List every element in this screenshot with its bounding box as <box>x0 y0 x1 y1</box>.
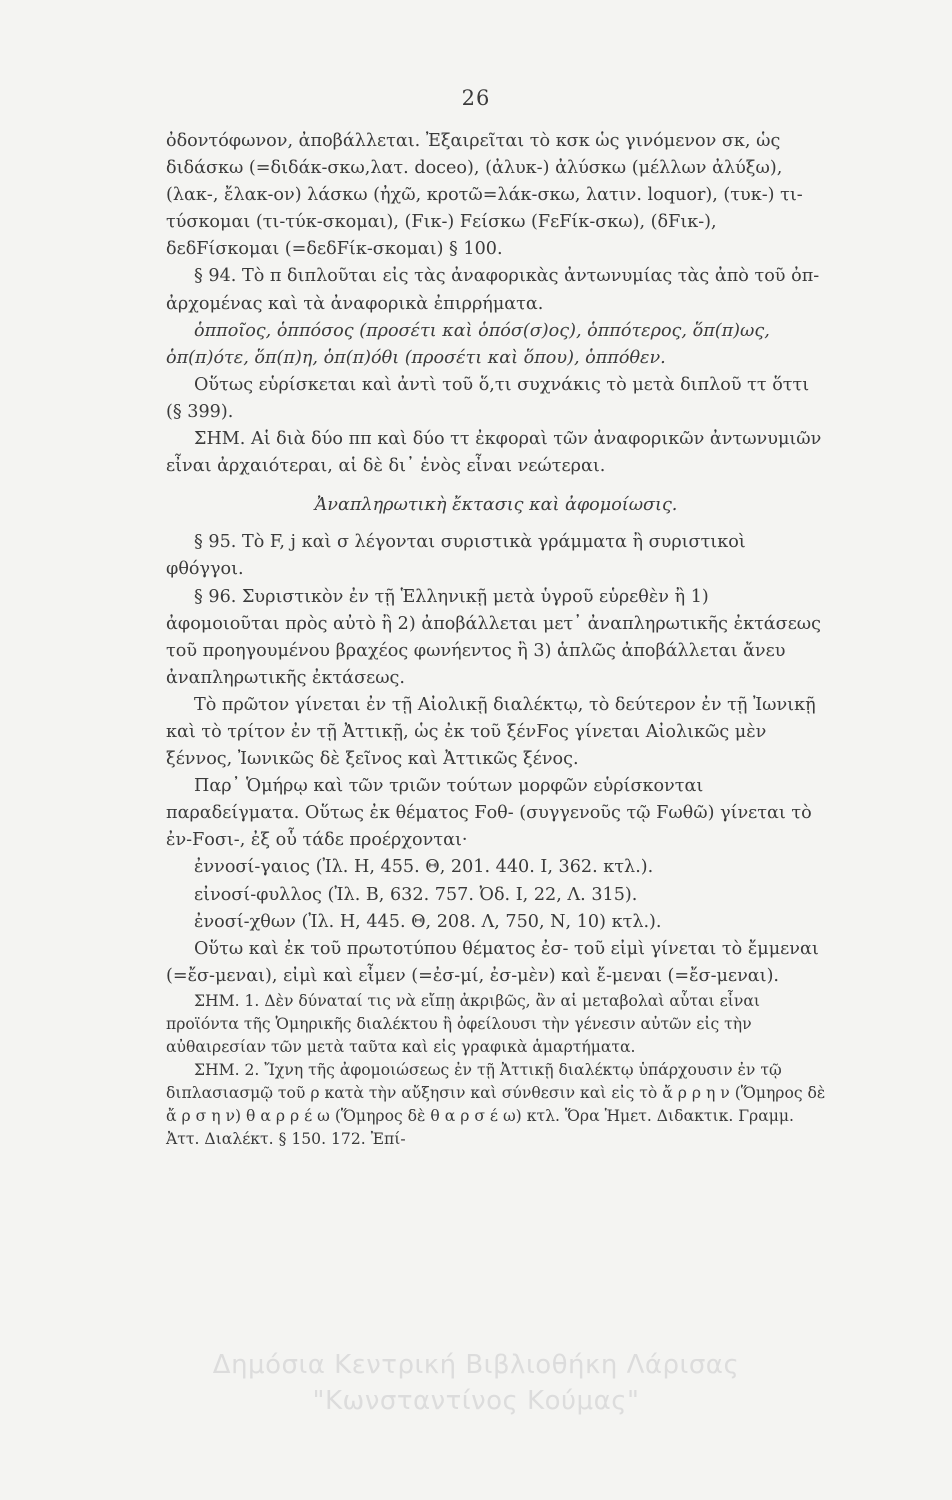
library-watermark-line2: "Κωνσταντίνος Κούμας" <box>312 1386 640 1416</box>
quote-line: εἰνοσί-φυλλος (Ἰλ. Β, 632. 757. Ὀδ. Ι, 22, Λ. 315). <box>194 884 638 905</box>
section-heading: Ἀναπληρωτικὴ ἔκτασις καὶ ἀφομοίωσις. <box>314 495 678 516</box>
library-watermark-line1: Δημόσια Κεντρική Βιβλιοθήκη Λάρισας <box>212 1350 740 1380</box>
paragraph: ὀδοντόφωνον, ἀποβάλλεται. Ἐξαιρεῖται τὸ κσκ ὡς γινόμενον σκ, ὡς διδάσκω (=διδάκ-σκω,λατ. doceo), (ἀλυκ-) ἀλύσκω (μέλλων ἀλύξω), (λακ-, ἔλακ-ον) λάσκω (ἠχῶ, κροτῶ=λάκ-σκω, λατιν. loquor), (τυκ-) τι-τύσκομαι (τι-τύκ-σκομαι), (Fικ-) Fείσκω (FεFίκ-σκω), (δFικ-), δεδFίσκομαι (=δεδFίκ-σκομαι) § 100. <box>166 131 803 260</box>
paragraph: § 95. Τὸ F, j καὶ σ λέγονται συριστικὰ γράμματα ἢ συριστικοὶ φθόγγοι. <box>166 532 746 580</box>
paragraph: ὁπποῖος, ὁππόσος (προσέτι καὶ ὁπόσ(σ)ος), ὁππότερος, ὅπ(π)ως, ὁπ(π)ότε, ὅπ(π)η, ὁπ(π)όθι (προσέτι καὶ ὅπου), ὁππόθεν. <box>166 320 770 368</box>
note-paragraph: ΣΗΜ. 1. Δὲν δύναταί τις νὰ εἴπῃ ἀκριβῶς, ἂν αἱ μεταβολαὶ αὗται εἶναι προϊόντα τῆς Ὁμηρικῆς διαλέκτου ἢ ὀφείλουσι τὴν γένεσιν αὐτῶν εἰς τὴν αὐθαιρεσίαν τῶν μετὰ ταῦτα καὶ εἰς γραφικὰ ἁμαρτήματα. <box>166 991 760 1056</box>
paragraph: § 96. Συριστικὸν ἐν τῇ Ἑλληνικῇ μετὰ ὑγροῦ εὑρεθὲν ἢ 1) ἀφομοιοῦται πρὸς αὐτὸ ἢ 2) ἀποβάλλεται μετ᾽ ἀναπληρωτικῆς ἐκτάσεως τοῦ προηγουμένου βραχέος φωνήεντος ἢ 3) ἁπλῶς ἀποβάλλεται ἄνευ ἀναπληρωτικῆς ἐκτάσεως. <box>166 586 822 688</box>
note-paragraph: ΣΗΜ. 2. Ἴχνη τῆς ἀφομοιώσεως ἐν τῇ Ἀττικῇ διαλέκτῳ ὑπάρχουσιν ἐν τῷ διπλασιασμῷ τοῦ ρ κατὰ τὴν αὔξησιν καὶ σύνθεσιν καὶ εἰς τὸ ἄ ρ ρ η ν (Ὅμηρος δὲ ἄ ρ σ η ν) θ α ρ ρ έ ω (Ὅμηρος δὲ θ α ρ σ έ ω) κτλ. Ὅρα Ἡμετ. Διδακτικ. Γραμμ. Ἀττ. Διαλέκτ. § 150. 172. Ἐπί- <box>166 1060 826 1148</box>
paragraph: § 94. Τὸ π διπλοῦται εἰς τὰς ἀναφορικὰς ἀντωνυμίας τὰς ἀπὸ τοῦ ὀπ- ἀρχομένας καὶ τὰ ἀναφορικὰ ἐπιρρήματα. <box>166 266 820 314</box>
page-number: 26 <box>461 86 491 110</box>
paragraph: Παρ᾽ Ὁμήρῳ καὶ τῶν τριῶν τούτων μορφῶν εὑρίσκονται παραδείγματα. Οὕτως ἐκ θέματος Fοθ- (συγγενοῦς τῷ Fωθῶ) γίνεται τὸ ἐν-Fοσι-, ἐξ οὗ τάδε προέρχονται· <box>166 776 812 851</box>
paragraph: Οὕτως εὑρίσκεται καὶ ἀντὶ τοῦ ὅ,τι συχνάκις τὸ μετὰ διπλοῦ ττ ὅττι (§ 399). <box>166 374 810 422</box>
page-text <box>166 128 826 1151</box>
paragraph: ΣΗΜ. Αἱ διὰ δύο ππ καὶ δύο ττ ἐκφοραὶ τῶν ἀναφορικῶν ἀντωνυμιῶν εἶναι ἀρχαιότεραι, αἱ δὲ δι᾽ ἑνὸς εἶναι νεώτεραι. <box>166 429 822 477</box>
paragraph: Τὸ πρῶτον γίνεται ἐν τῇ Αἰολικῇ διαλέκτῳ, τὸ δεύτερον ἐν τῇ Ἰωνικῇ καὶ τὸ τρίτον ἐν τῇ Ἀττικῇ, ὡς ἐκ τοῦ ξένFος γίνεται Αἰολικῶς μὲν ξέννος, Ἰωνικῶς δὲ ξεῖνος καὶ Ἀττικῶς ξένος. <box>166 694 816 770</box>
quote-line: ἐννοσί-γαιος (Ἰλ. Η, 455. Θ, 201. 440. Ι, 362. κτλ.). <box>194 857 654 878</box>
paragraph: Οὕτω καὶ ἐκ τοῦ πρωτοτύπου θέματος ἐσ- τοῦ εἰμὶ γίνεται τὸ ἔμμεναι (=ἔσ-μεναι), εἰμὶ καὶ εἶμεν (=ἐσ-μί, ἐσ-μὲν) καὶ ἔ-μεναι (=ἔσ-μεναι). <box>166 938 819 986</box>
quote-line: ἐνοσί-χθων (Ἰλ. Η, 445. Θ, 208. Λ, 750, Ν, 10) κτλ.). <box>194 911 662 932</box>
